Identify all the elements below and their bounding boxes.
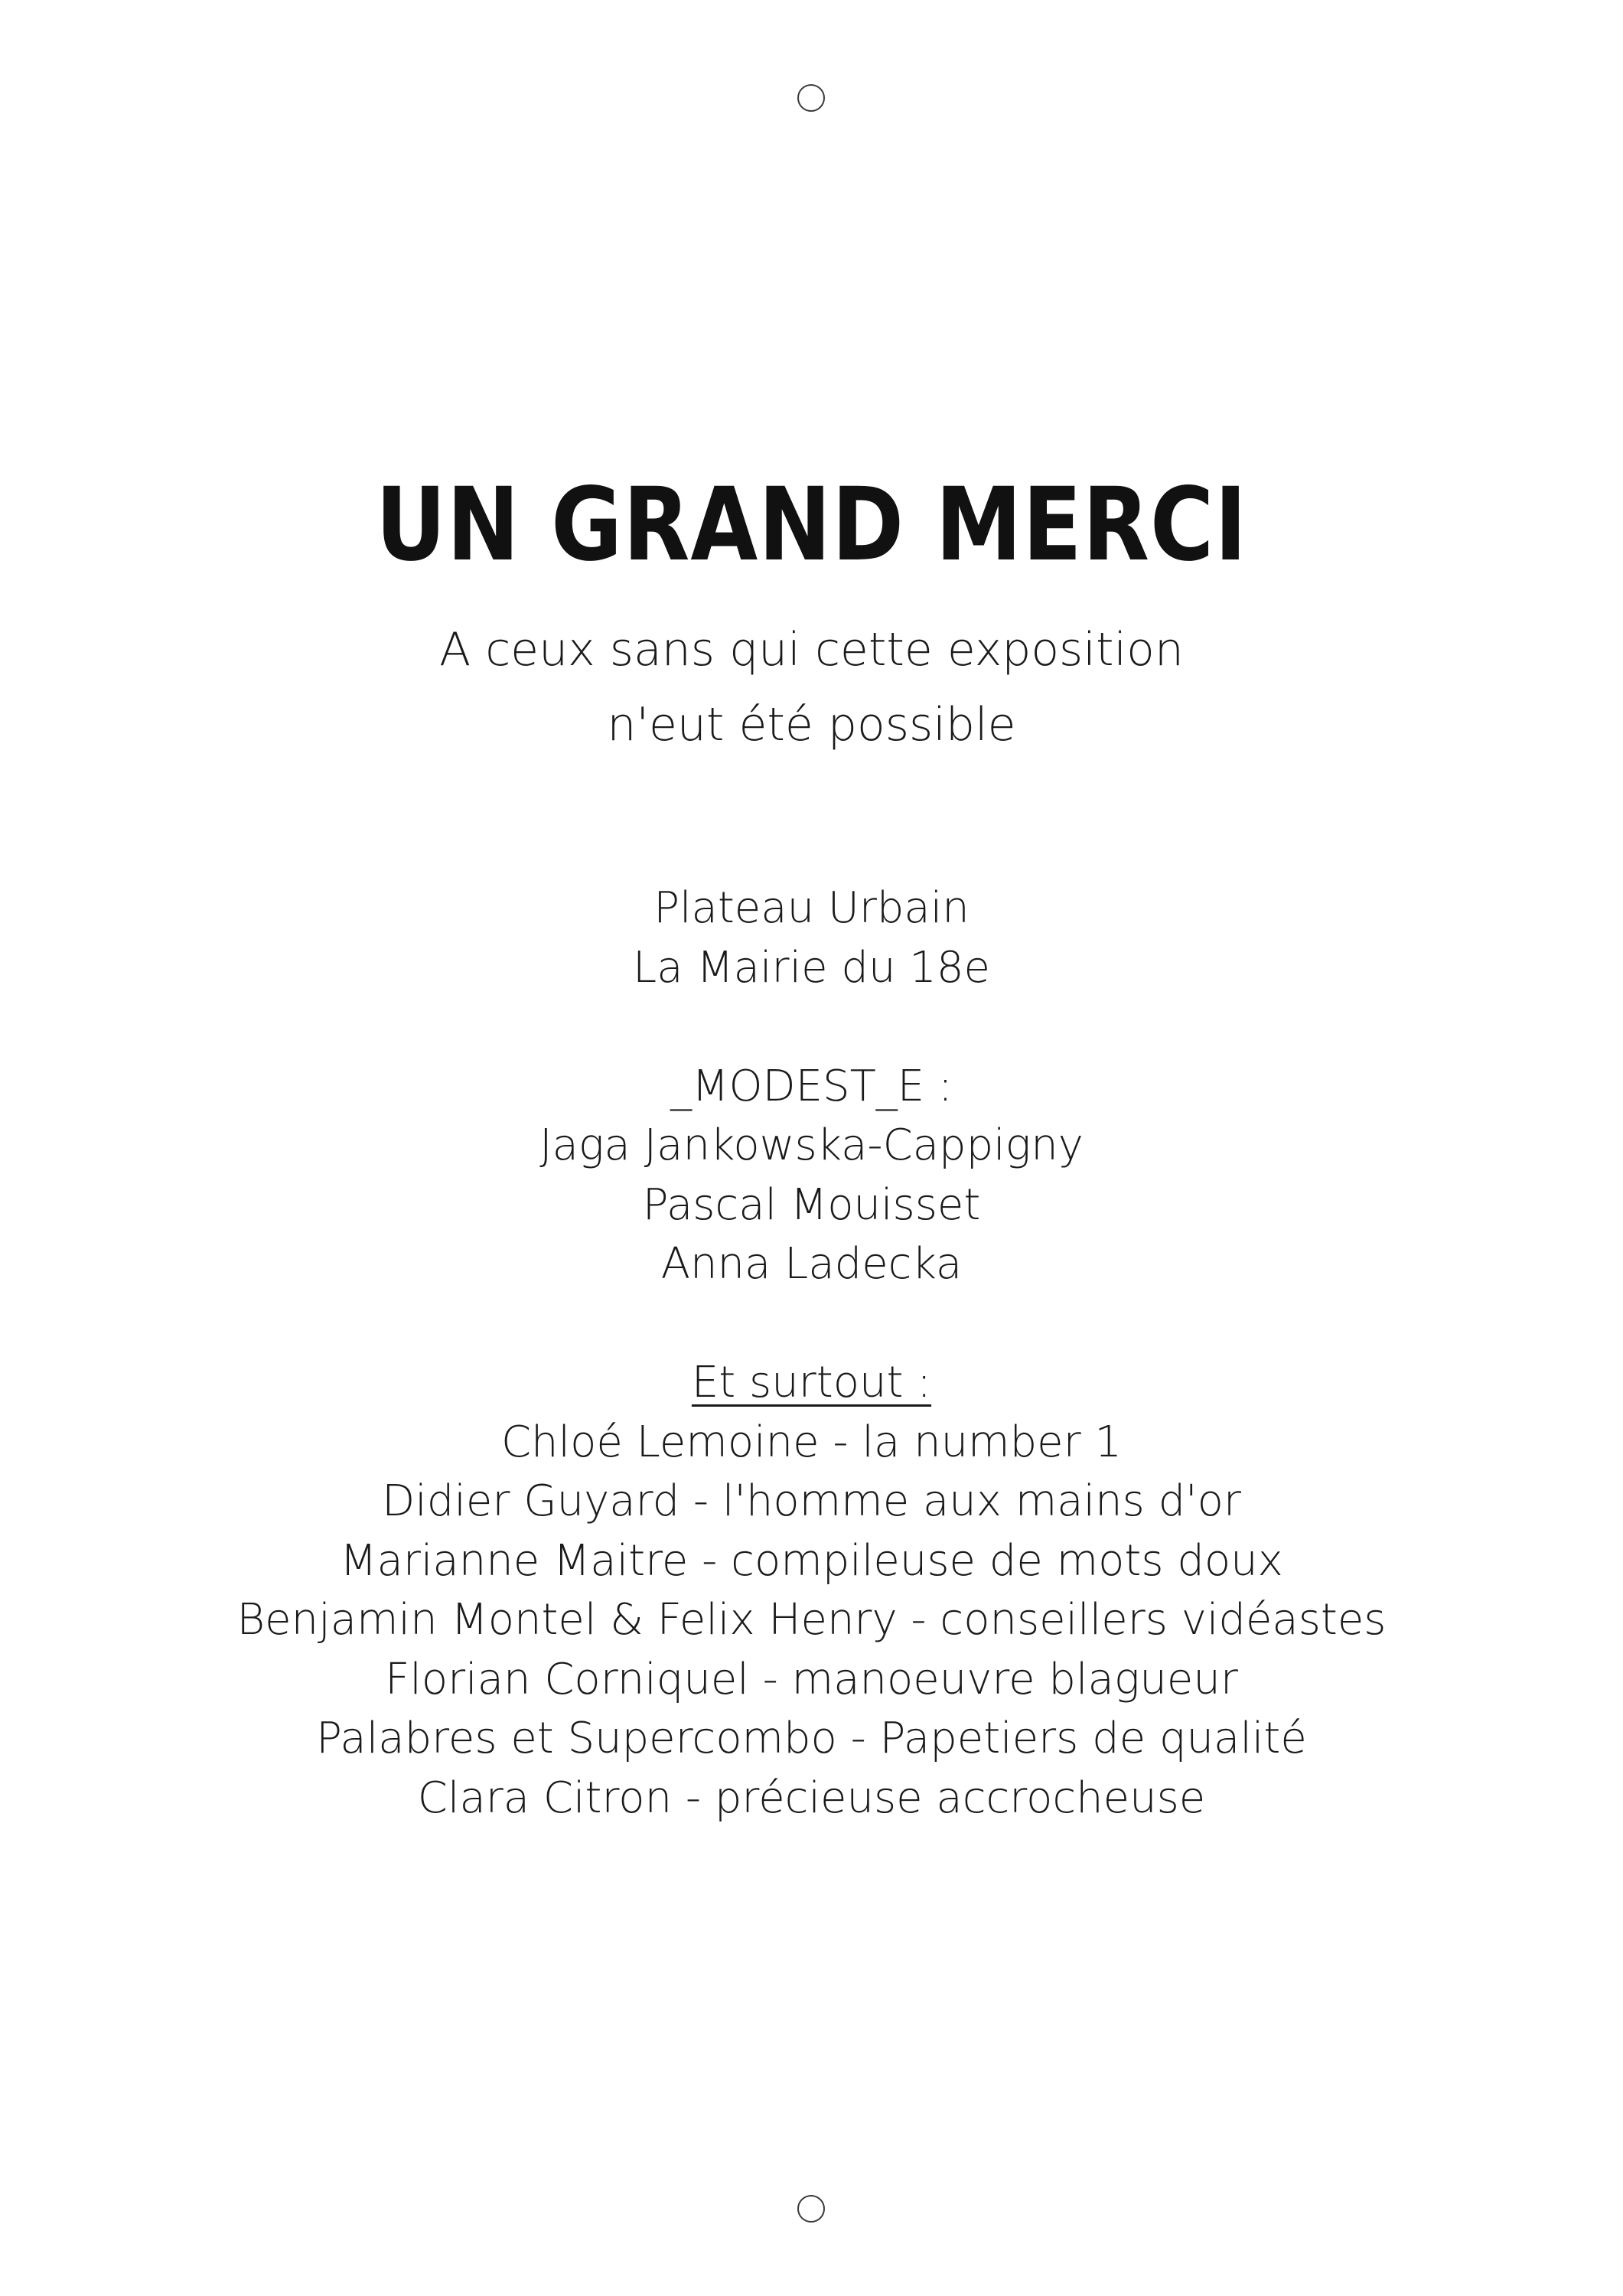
thanks-person: Chloé Lemoine - la number 1 — [500, 1417, 1123, 1467]
subtitle — [0, 612, 1623, 762]
partner-name: La Mairie du 18e — [633, 942, 990, 993]
thanks-person: Didier Guyard - l'homme aux mains d'or — [382, 1476, 1241, 1526]
thanks-person: Florian Corniquel - manoeuvre blagueur — [385, 1654, 1238, 1704]
credits-list — [0, 879, 1623, 1828]
partner-name: Plateau Urbain — [653, 883, 970, 933]
thanks-person: Palabres et Supercombo - Papetiers de qualité — [316, 1714, 1307, 1763]
subtitle-line: n'eut été possible — [607, 698, 1016, 752]
page-title: UN GRAND MERCI — [375, 466, 1248, 584]
thanks-person: Marianne Maitre - compileuse de mots doux — [340, 1535, 1283, 1586]
modeste-member: Anna Ladecka — [660, 1239, 963, 1289]
modeste-member: Jaga Jankowska-Cappigny — [539, 1120, 1084, 1170]
thanks-person: Benjamin Montel & Felix Henry - conseillers vidéastes — [236, 1595, 1387, 1645]
binding-hole-bottom — [797, 2195, 825, 2223]
section-gap — [0, 997, 1623, 1057]
binding-hole-top — [797, 84, 825, 112]
surtout-heading-line — [0, 1353, 1623, 1413]
surtout-heading: Et surtout : — [691, 1358, 932, 1407]
modeste-heading: _MODEST_E : — [670, 1061, 953, 1111]
thanks-person: Clara Citron - précieuse accrocheuse — [417, 1773, 1206, 1823]
subtitle-line: A ceux sans qui cette exposition — [439, 623, 1184, 677]
section-gap — [0, 1294, 1623, 1354]
modeste-member: Pascal Mouisset — [642, 1179, 981, 1230]
